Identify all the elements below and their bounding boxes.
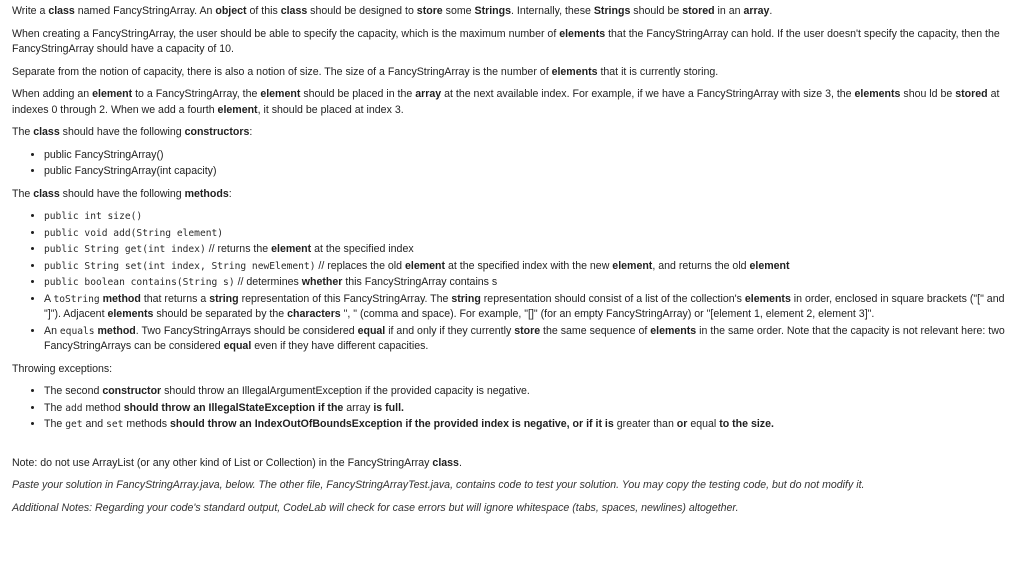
exception-item-add: • The add method should throw an IllegalStateException if the array is full.: [44, 401, 1016, 417]
keyword: equal: [357, 324, 386, 337]
keyword: to the size.: [716, 418, 774, 430]
exceptions-heading: Throwing exceptions:: [12, 362, 113, 375]
keyword: elements: [854, 88, 901, 100]
keyword: element: [217, 103, 258, 116]
keyword: is full.: [370, 401, 404, 414]
keyword: stored: [955, 88, 988, 100]
keyword: characters: [287, 308, 341, 320]
keyword: class: [33, 126, 60, 138]
keyword: elements: [650, 324, 697, 337]
keyword: array: [415, 88, 442, 100]
method-item-size: • public int size(): [44, 209, 1016, 225]
keyword: store: [416, 5, 443, 17]
keyword: Strings: [593, 5, 631, 17]
keyword: class: [33, 187, 60, 200]
intro-paragraph-3: Separate from the notion of capacity, there is also a notion of size. The size of a FancyStringArray is the number of elements that it is currently storing.: [12, 65, 719, 78]
keyword: [123, 418, 126, 430]
inline-code: equals: [59, 325, 95, 337]
keyword: elements: [559, 27, 606, 40]
keyword: element: [749, 259, 790, 272]
intro-paragraph-4: When adding an element to a FancyStringArray, the element should be placed in the array at the next available index. For example, if we have a FancyStringArray with size 3, the elements shou ld be stored at indexes 0 through 2. When we add a fourth element, it should be placed at index 3.: [12, 88, 1000, 116]
intro-paragraph-1: Write a class named FancyStringArray. An object of this class should be designed to store some Strings. Internally, these Strings should be stored in an array.: [12, 5, 773, 17]
keyword: store: [514, 324, 541, 337]
methods-heading: The class should have the following methods:: [12, 187, 232, 200]
additional-notes: Additional Notes: Regarding your code's standard output, CodeLab will check for case errors but will ignore whitespace (tabs, spaces, newlines) altogether.: [12, 501, 739, 514]
keyword: class: [432, 456, 459, 469]
keyword: elements: [551, 65, 598, 78]
exceptions-list: [12, 384, 1016, 433]
note-paragraph: Note: do not use ArrayList (or any other kind of List or Collection) in the FancyStringArray class.: [12, 456, 462, 469]
keyword: string: [451, 292, 481, 305]
method-item-get: • public String get(int index) // returns the element at the specified index: [44, 242, 1016, 258]
method-item-contains: • public boolean contains(String s) // determines whether this FancyStringArray contains s: [44, 275, 1016, 291]
keyword: method: [102, 292, 141, 305]
keyword: class: [48, 5, 75, 17]
keyword: constructor: [102, 385, 162, 397]
keyword: element: [612, 259, 653, 272]
keyword: array: [743, 5, 770, 17]
inline-code: toString: [53, 293, 100, 305]
keyword: class: [280, 5, 308, 17]
keyword: element: [405, 259, 446, 272]
constructors-list: [12, 148, 1016, 180]
keyword: constructors: [184, 126, 250, 138]
keyword: should throw an IllegalStateException if the: [120, 401, 347, 414]
keyword: element: [271, 243, 312, 255]
constructors-heading: The class should have the following constructors:: [12, 126, 253, 138]
exception-item-constructor: • The second constructor should throw an IllegalArgumentException if the provided capacity is negative.: [44, 384, 1016, 400]
paste-instructions: Paste your solution in FancyStringArray.java, below. The other file, FancyStringArrayTest.java, contains code to test your solution. You may copy the testing code, but do not modify it.: [12, 479, 865, 491]
keyword: object: [215, 5, 247, 17]
keyword: should throw an IndexOutOfBoundsException if the provided index is negative, or if it is: [167, 418, 617, 430]
keyword: stored: [682, 5, 715, 17]
keyword: methods: [184, 187, 229, 200]
keyword: elements: [107, 308, 154, 320]
keyword: or: [673, 418, 691, 430]
keyword: element: [260, 88, 301, 100]
keyword: equal: [223, 340, 252, 352]
methods-list: [12, 209, 1016, 355]
method-item-equals: • An equals method. Two FancyStringArrays should be considered equal if and only if they currently store the same sequence of elements in the same order. Note that the capacity is not relevant here: two FancyStringArrays can be considered equal even if they have different capacities.: [44, 324, 1016, 355]
keyword: method: [97, 324, 136, 337]
exception-item-get-set: • The get and set methods should throw an IndexOutOfBoundsException if the provided index is negative, or if it is greater than or equal to the size.: [44, 417, 1016, 433]
keyword: element: [92, 88, 133, 100]
constructor-item: • public FancyStringArray(int capacity): [44, 164, 1016, 180]
method-item-add: • public void add(String element): [44, 226, 1016, 242]
keyword: whether: [301, 276, 343, 288]
constructor-item: • public FancyStringArray(): [44, 148, 1016, 164]
keyword: string: [209, 292, 239, 305]
intro-paragraph-2: When creating a FancyStringArray, the user should be able to specify the capacity, which is the maximum number of elements that the FancyStringArray can hold. If the user doesn't specify the capacity, then the FancyStringArray should have a capacity of 10.: [12, 27, 1000, 55]
method-item-tostring: • A toString method that returns a string representation of this FancyStringArray. The string representation should consist of a list of the collection's elements in order, enclosed in square brackets ("[" and "]"). Adjacent elements should be separated by the characters ", " (comma and space). For example, "[]" (for an empty FancyStringArray) or "[element 1, element 2, element 3]".: [44, 292, 1016, 323]
method-item-set: • public String set(int index, String newElement) // replaces the old element at the specified index with the new element, and returns the old element: [44, 259, 1016, 275]
keyword: [83, 402, 86, 414]
keyword: elements: [744, 292, 791, 305]
keyword: Strings: [474, 5, 511, 17]
